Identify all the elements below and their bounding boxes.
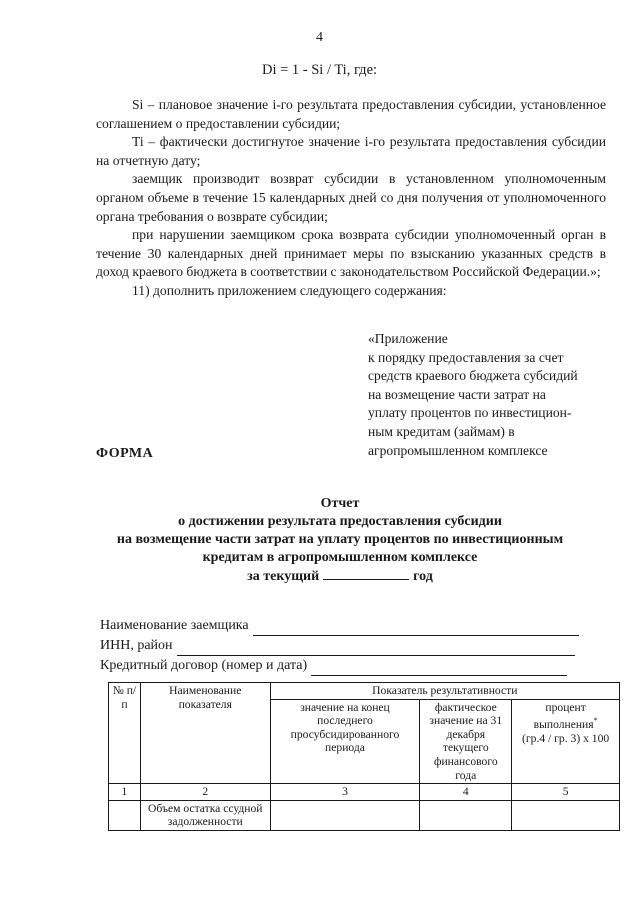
appendix-line: агропромышленном комплексе	[368, 442, 548, 458]
appendix-line: на возмещение части затрат на	[368, 386, 546, 402]
row-name: Объем остатка ссудной задолженности	[140, 800, 270, 830]
cell-empty[interactable]	[270, 800, 420, 830]
field-borrower-name	[100, 616, 579, 636]
cell-empty[interactable]	[109, 800, 141, 830]
appendix-header	[368, 330, 628, 460]
field-inn-region	[100, 636, 579, 656]
table-row	[109, 800, 620, 830]
col-number: 3	[270, 784, 420, 801]
col5-label: процент выполнения	[533, 700, 594, 732]
inn-region-line[interactable]	[177, 641, 575, 656]
header-col3: значение на конец последнего просубсидированного периода	[270, 699, 420, 784]
appendix-line: средств краевого бюджета субсидий	[368, 368, 578, 384]
borrower-fields	[100, 616, 579, 676]
col-number: 5	[512, 784, 620, 801]
body-text	[96, 96, 606, 301]
report-period-suffix: год	[413, 569, 433, 584]
cell-empty[interactable]	[420, 800, 512, 830]
report-title	[90, 495, 590, 586]
report-title-line: о достижении результата предоставления субсидии	[178, 514, 502, 529]
formula: Di = 1 - Si / Ti, где:	[261, 62, 378, 78]
header-no: № п/п	[109, 683, 141, 784]
footnote-mark: *	[593, 716, 598, 726]
appendix-line: «Приложение	[368, 331, 448, 346]
paragraph-si: Si – плановое значение i-го результата предоставления субсидии, установленное соглашением о предоставлении субсидии;	[96, 97, 606, 131]
header-group: Показатель результативности	[270, 683, 619, 700]
paragraph-item-11: 11) дополнить приложением следующего содержания:	[132, 282, 447, 298]
results-table	[108, 682, 620, 831]
field-label: Кредитный договор (номер и дата)	[100, 658, 308, 673]
paragraph-refund: заемщик производит возврат субсидии в установленном уполномоченным органом объеме в течение 15 календарных дней со дня получения от уполномоченного органа требования о возврате субсидии;	[96, 171, 606, 224]
appendix-line: ным кредитам (займам) в	[368, 423, 515, 439]
report-title-line: Отчет	[320, 496, 360, 511]
report-period	[90, 567, 590, 586]
header-col4: фактическое значение на 31 декабря текущего финансового года	[420, 699, 512, 784]
cell-empty[interactable]	[512, 800, 620, 830]
field-credit-contract	[100, 656, 579, 676]
appendix-line: к порядку предоставления за счет	[368, 349, 564, 365]
form-label: ФОРМА	[96, 446, 154, 461]
paragraph-ti: Ti – фактически достигнутое значение i-го результата предоставления субсидии на отчетную дату;	[96, 134, 606, 168]
page-number: 4	[316, 30, 323, 45]
field-label: ИНН, район	[100, 638, 173, 653]
credit-contract-line[interactable]	[311, 661, 567, 676]
table-numbers-row	[109, 784, 620, 801]
report-title-line: на возмещение части затрат на уплату процентов по инвестиционным	[116, 532, 564, 547]
col-number: 4	[420, 784, 512, 801]
report-period-prefix: за текущий	[247, 569, 320, 584]
header-col5	[512, 699, 620, 784]
col5-formula: (гр.4 / гр. 3) x 100	[522, 731, 610, 745]
borrower-name-line[interactable]	[253, 621, 579, 636]
col-number: 1	[109, 784, 141, 801]
report-title-line: кредитам в агропромышленном комплексе	[202, 550, 478, 565]
year-blank[interactable]	[323, 567, 409, 580]
table-header-row	[109, 683, 620, 700]
field-label: Наименование заемщика	[100, 618, 249, 633]
paragraph-violation: при нарушении заемщиком срока возврата субсидии уполномоченный орган в течение 30 календарных дней принимает меры по взысканию указанных средств в доход краевого бюджета в соответствии с законодательством Российской Федерации.»;	[96, 227, 606, 280]
appendix-line: уплату процентов по инвестицион-	[368, 405, 572, 421]
col-number: 2	[140, 784, 270, 801]
header-name: Наименование показателя	[140, 683, 270, 784]
